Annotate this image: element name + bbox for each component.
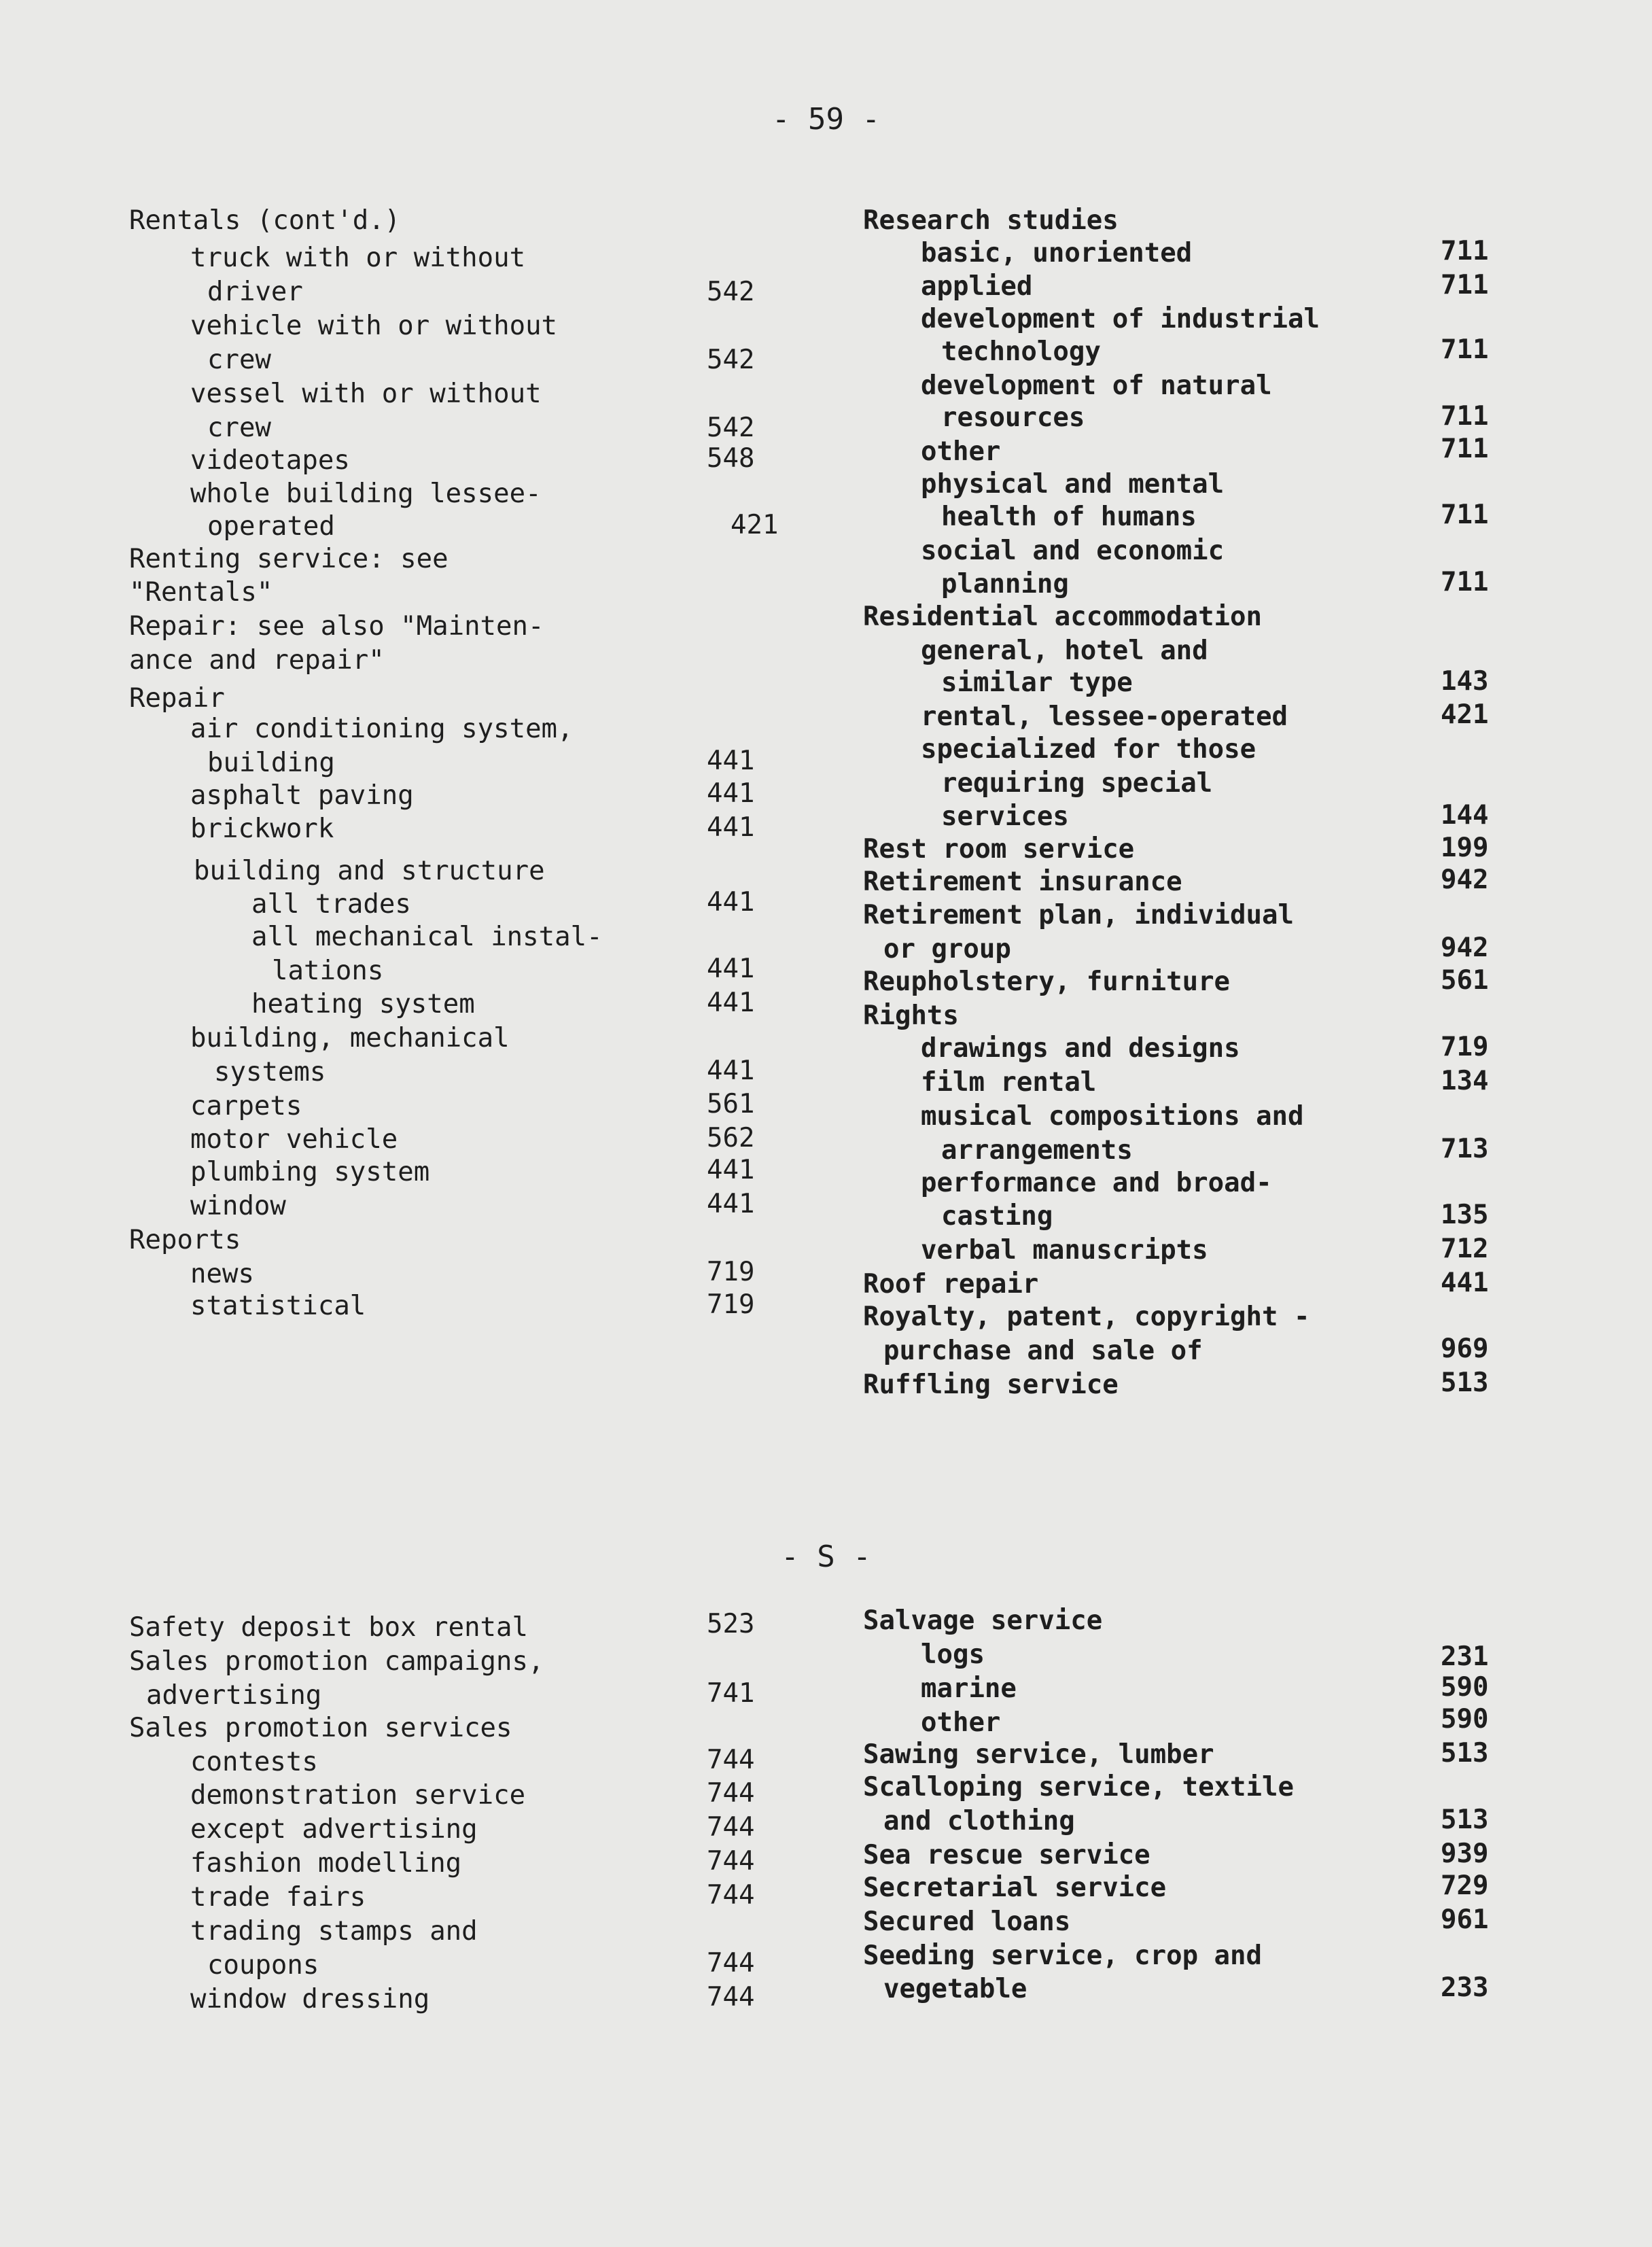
index-entry: drawings and designs — [921, 1033, 1240, 1064]
index-entry: truck with or without — [190, 243, 526, 273]
index-entry: Sales promotion campaigns, — [129, 1646, 544, 1677]
index-entry: except advertising — [190, 1814, 478, 1845]
index-entry: news — [190, 1259, 254, 1289]
index-entry: trading stamps and — [190, 1916, 478, 1947]
index-entry: crew — [207, 413, 271, 443]
index-entry: Royalty, patent, copyright - — [863, 1302, 1310, 1332]
index-entry-page-number: 719 — [1441, 1032, 1489, 1062]
index-entry: window — [190, 1191, 286, 1221]
index-entry-page-number: 441 — [707, 812, 755, 843]
index-entry: whole building lessee- — [190, 478, 542, 509]
index-entry: development of natural — [921, 370, 1272, 401]
index-entry: heating system — [251, 989, 475, 1020]
index-entry: Safety deposit box rental — [129, 1612, 528, 1643]
index-entry-page-number: 421 — [1441, 699, 1489, 730]
index-entry: physical and mental — [921, 469, 1225, 500]
index-entry-page-number: 744 — [707, 1948, 755, 1979]
index-entry: Sawing service, lumber — [863, 1739, 1214, 1770]
index-entry: all trades — [251, 889, 411, 920]
index-entry-page-number: 711 — [1441, 434, 1489, 464]
index-entry: services — [941, 801, 1069, 832]
index-entry: brickwork — [190, 814, 334, 844]
index-entry-page-number: 969 — [1441, 1334, 1489, 1364]
index-entry-page-number: 231 — [1441, 1641, 1489, 1672]
index-entry-page-number: 744 — [707, 1982, 755, 2013]
index-entry: operated — [207, 511, 335, 542]
section-heading: - S - — [781, 1539, 871, 1574]
index-entry-page-number: 711 — [1441, 567, 1489, 597]
index-entry: plumbing system — [190, 1157, 430, 1187]
index-entry-page-number: 441 — [707, 746, 755, 776]
index-entry: trade fairs — [190, 1882, 366, 1913]
index-entry-page-number: 729 — [1441, 1870, 1489, 1901]
index-entry-page-number: 513 — [1441, 1738, 1489, 1769]
index-entry-page-number: 711 — [1441, 401, 1489, 432]
index-entry-page-number: 523 — [707, 1609, 755, 1639]
index-entry: general, hotel and — [921, 635, 1208, 666]
index-entry: ance and repair" — [129, 645, 385, 676]
index-entry-page-number: 711 — [1441, 334, 1489, 365]
index-entry: similar type — [941, 667, 1133, 698]
index-entry-page-number: 513 — [1441, 1368, 1489, 1398]
index-entry: vessel with or without — [190, 379, 542, 409]
index-entry: social and economic — [921, 536, 1225, 566]
index-entry-page-number: 441 — [707, 778, 755, 809]
index-entry: Residential accommodation — [863, 602, 1262, 632]
index-entry: other — [921, 1707, 1001, 1738]
index-entry-page-number: 712 — [1441, 1234, 1489, 1264]
index-entry: planning — [941, 569, 1069, 599]
index-entry-page-number: 441 — [707, 954, 755, 984]
index-entry: Scalloping service, textile — [863, 1772, 1294, 1802]
index-entry-page-number: 744 — [707, 1812, 755, 1843]
index-entry: Rentals (cont'd.) — [129, 205, 401, 236]
index-entry-page-number: 744 — [707, 1880, 755, 1911]
index-entry-page-number: 744 — [707, 1846, 755, 1877]
index-entry: Rights — [863, 1000, 959, 1031]
index-entry: systems — [214, 1057, 326, 1087]
index-entry-page-number: 542 — [707, 345, 755, 375]
index-entry: health of humans — [941, 502, 1197, 532]
index-entry: logs — [921, 1639, 985, 1670]
index-entry: lations — [272, 956, 384, 986]
index-entry-page-number: 542 — [707, 277, 755, 307]
index-entry: Secretarial service — [863, 1873, 1167, 1903]
index-entry: performance and broad- — [921, 1168, 1272, 1198]
index-entry: basic, unoriented — [921, 238, 1193, 268]
index-entry-page-number: 233 — [1441, 1972, 1489, 2003]
index-entry: vegetable — [883, 1974, 1027, 2004]
index-entry-page-number: 711 — [1441, 500, 1489, 530]
index-entry-page-number: 561 — [1441, 965, 1489, 996]
index-entry-page-number: 590 — [1441, 1704, 1489, 1735]
page-number: - 59 - — [772, 102, 880, 137]
index-entry: Sea rescue service — [863, 1840, 1150, 1870]
index-entry: Salvage service — [863, 1605, 1103, 1636]
index-entry: Repair: see also "Mainten- — [129, 611, 544, 642]
index-entry: air conditioning system, — [190, 714, 574, 744]
index-entry-page-number: 590 — [1441, 1672, 1489, 1703]
index-entry-page-number: 441 — [707, 1189, 755, 1219]
index-entry: musical compositions and — [921, 1101, 1304, 1132]
index-entry: contests — [190, 1747, 318, 1777]
index-entry: arrangements — [941, 1135, 1133, 1166]
index-entry: Retirement plan, individual — [863, 900, 1294, 930]
index-entry-page-number: 441 — [707, 988, 755, 1018]
index-entry: building — [207, 748, 335, 778]
index-entry: Rest room service — [863, 834, 1135, 865]
index-entry: verbal manuscripts — [921, 1235, 1208, 1266]
index-entry: specialized for those — [921, 734, 1256, 765]
index-entry-page-number: 562 — [707, 1123, 755, 1153]
index-entry-page-number: 719 — [707, 1289, 755, 1320]
index-entry-page-number: 719 — [707, 1257, 755, 1287]
index-entry: Research studies — [863, 205, 1119, 236]
index-entry-page-number: 441 — [707, 887, 755, 918]
index-entry: Reports — [129, 1225, 241, 1255]
index-entry: demonstration service — [190, 1780, 526, 1811]
index-entry: Ruffling service — [863, 1370, 1119, 1400]
index-entry: Seeding service, crop and — [863, 1940, 1262, 1971]
index-entry-page-number: 711 — [1441, 236, 1489, 266]
index-entry-page-number: 441 — [707, 1155, 755, 1185]
index-entry: building and structure — [194, 856, 545, 886]
index-entry-page-number: 441 — [1441, 1268, 1489, 1298]
index-entry: development of industrial — [921, 304, 1320, 334]
index-entry-page-number: 144 — [1441, 800, 1489, 831]
index-entry: advertising — [146, 1680, 322, 1711]
index-entry: Retirement insurance — [863, 867, 1182, 897]
index-entry: casting — [941, 1201, 1053, 1232]
index-entry-page-number: 939 — [1441, 1839, 1489, 1869]
index-entry: purchase and sale of — [883, 1336, 1203, 1366]
index-entry-page-number: 561 — [707, 1089, 755, 1119]
index-entry-page-number: 741 — [707, 1678, 755, 1709]
index-entry: Roof repair — [863, 1269, 1039, 1300]
index-entry: building, mechanical — [190, 1023, 510, 1053]
index-entry: window dressing — [190, 1984, 430, 2015]
index-entry-page-number: 744 — [707, 1778, 755, 1809]
index-entry: resources — [941, 402, 1085, 433]
index-entry-page-number: 199 — [1441, 833, 1489, 863]
index-entry-page-number: 143 — [1441, 666, 1489, 697]
index-entry-page-number: 135 — [1441, 1200, 1489, 1230]
index-entry-page-number: 942 — [1441, 865, 1489, 895]
index-entry: crew — [207, 345, 271, 375]
index-entry: requiring special — [941, 768, 1213, 799]
index-entry: fashion modelling — [190, 1848, 462, 1879]
index-entry: Renting service: see — [129, 544, 449, 574]
index-entry: technology — [941, 336, 1101, 367]
index-entry-page-number: 513 — [1441, 1805, 1489, 1835]
index-entry: Reupholstery, furniture — [863, 966, 1231, 997]
index-entry: asphalt paving — [190, 780, 414, 811]
index-entry: and clothing — [883, 1806, 1075, 1836]
index-entry-page-number: 421 — [731, 510, 779, 540]
index-entry: carpets — [190, 1091, 302, 1121]
index-entry-page-number: 744 — [707, 1745, 755, 1775]
index-entry: rental, lessee-operated — [921, 701, 1288, 732]
index-entry: videotapes — [190, 445, 350, 476]
index-entry: marine — [921, 1673, 1017, 1704]
index-entry: film rental — [921, 1067, 1097, 1098]
index-entry: "Rentals" — [129, 577, 273, 608]
index-entry: statistical — [190, 1291, 366, 1321]
index-entry: driver — [207, 277, 303, 307]
index-entry-page-number: 542 — [707, 413, 755, 443]
index-entry: Sales promotion services — [129, 1713, 512, 1743]
index-entry: other — [921, 436, 1001, 467]
index-entry-page-number: 548 — [707, 443, 755, 474]
index-entry: or group — [883, 934, 1011, 964]
index-entry-page-number: 134 — [1441, 1066, 1489, 1096]
index-entry: coupons — [207, 1950, 319, 1981]
index-entry-page-number: 441 — [707, 1056, 755, 1086]
index-entry: Secured loans — [863, 1906, 1071, 1937]
index-entry: Repair — [129, 683, 225, 714]
index-entry: vehicle with or without — [190, 311, 558, 341]
index-entry: all mechanical instal- — [251, 922, 603, 952]
index-entry-page-number: 942 — [1441, 933, 1489, 963]
index-entry: applied — [921, 271, 1033, 302]
index-entry-page-number: 961 — [1441, 1904, 1489, 1935]
index-entry: motor vehicle — [190, 1124, 398, 1155]
index-entry-page-number: 711 — [1441, 270, 1489, 300]
index-entry-page-number: 713 — [1441, 1134, 1489, 1164]
